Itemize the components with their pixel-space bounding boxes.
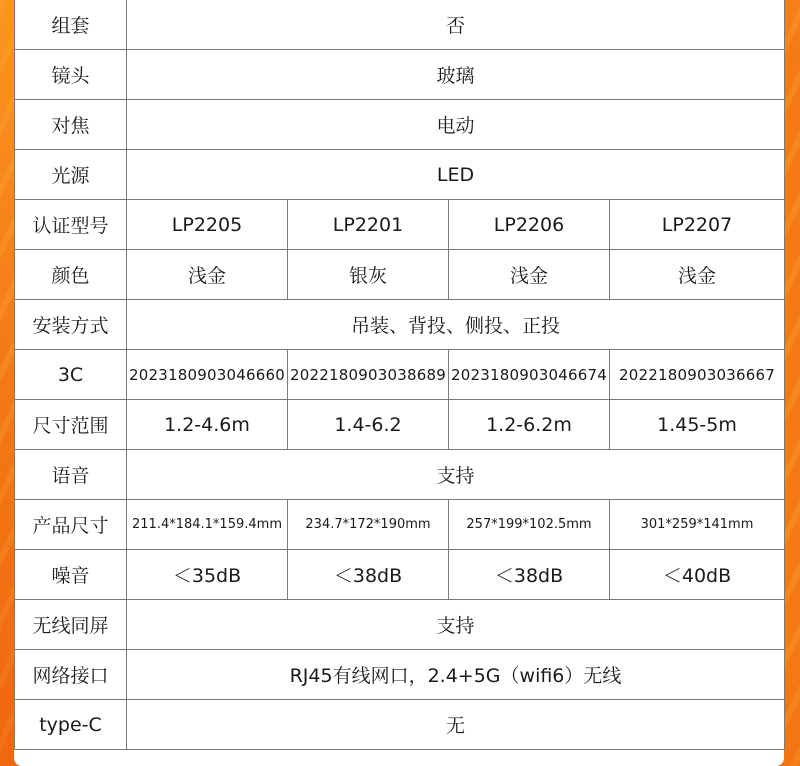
row-label-color: 颜色 — [15, 250, 127, 300]
row-label-set: 组套 — [15, 0, 127, 50]
row-label-noise: 噪音 — [15, 550, 127, 600]
row-label-typec: type-C — [15, 700, 127, 750]
value-noise-4: ＜40dB — [610, 550, 785, 600]
value-color-4: 浅金 — [610, 250, 785, 300]
table-row — [15, 200, 785, 250]
value-3c-2: 2022180903038689 — [288, 350, 449, 400]
value-model-1: LP2205 — [127, 200, 288, 250]
value-size-range-3: 1.2-6.2m — [449, 400, 610, 450]
row-label-product-size: 产品尺寸 — [15, 500, 127, 550]
row-label-model: 认证型号 — [15, 200, 127, 250]
value-noise-3: ＜38dB — [449, 550, 610, 600]
row-label-wireless-mirror: 无线同屏 — [15, 600, 127, 650]
table-row — [15, 100, 785, 150]
table-row — [15, 450, 785, 500]
row-label-lens: 镜头 — [15, 50, 127, 100]
value-product-size-2: 234.7*172*190mm — [288, 500, 449, 550]
table-row — [15, 350, 785, 400]
table-row — [15, 400, 785, 450]
table-row — [15, 500, 785, 550]
value-3c-1: 2023180903046660 — [127, 350, 288, 400]
table-row — [15, 550, 785, 600]
value-model-4: LP2207 — [610, 200, 785, 250]
value-install: 吊装、背投、侧投、正投 — [127, 300, 785, 350]
value-network: RJ45有线网口，2.4+5G（wifi6）无线 — [127, 650, 785, 700]
table-row — [15, 650, 785, 700]
value-focus: 电动 — [127, 100, 785, 150]
value-3c-3: 2023180903046674 — [449, 350, 610, 400]
table-row — [15, 150, 785, 200]
value-noise-1: ＜35dB — [127, 550, 288, 600]
value-set: 否 — [127, 0, 785, 50]
row-label-voice: 语音 — [15, 450, 127, 500]
value-light-source: LED — [127, 150, 785, 200]
row-label-light-source: 光源 — [15, 150, 127, 200]
table-row — [15, 50, 785, 100]
value-size-range-1: 1.2-4.6m — [127, 400, 288, 450]
value-wireless-mirror: 支持 — [127, 600, 785, 650]
row-label-focus: 对焦 — [15, 100, 127, 150]
value-product-size-3: 257*199*102.5mm — [449, 500, 610, 550]
row-label-3c: 3C — [15, 350, 127, 400]
value-voice: 支持 — [127, 450, 785, 500]
value-noise-2: ＜38dB — [288, 550, 449, 600]
value-color-2: 银灰 — [288, 250, 449, 300]
table-row — [15, 250, 785, 300]
value-model-3: LP2206 — [449, 200, 610, 250]
table-row — [15, 0, 785, 50]
value-size-range-2: 1.4-6.2 — [288, 400, 449, 450]
row-label-install: 安装方式 — [15, 300, 127, 350]
table-row — [15, 300, 785, 350]
value-product-size-4: 301*259*141mm — [610, 500, 785, 550]
value-model-2: LP2201 — [288, 200, 449, 250]
value-color-1: 浅金 — [127, 250, 288, 300]
table-row — [15, 600, 785, 650]
value-size-range-4: 1.45-5m — [610, 400, 785, 450]
row-label-size-range: 尺寸范围 — [15, 400, 127, 450]
value-color-3: 浅金 — [449, 250, 610, 300]
value-lens: 玻璃 — [127, 50, 785, 100]
table-row — [15, 700, 785, 750]
value-typec: 无 — [127, 700, 785, 750]
row-label-network: 网络接口 — [15, 650, 127, 700]
value-product-size-1: 211.4*184.1*159.4mm — [127, 500, 288, 550]
spec-table — [14, 0, 785, 750]
value-3c-4: 2022180903036667 — [610, 350, 785, 400]
